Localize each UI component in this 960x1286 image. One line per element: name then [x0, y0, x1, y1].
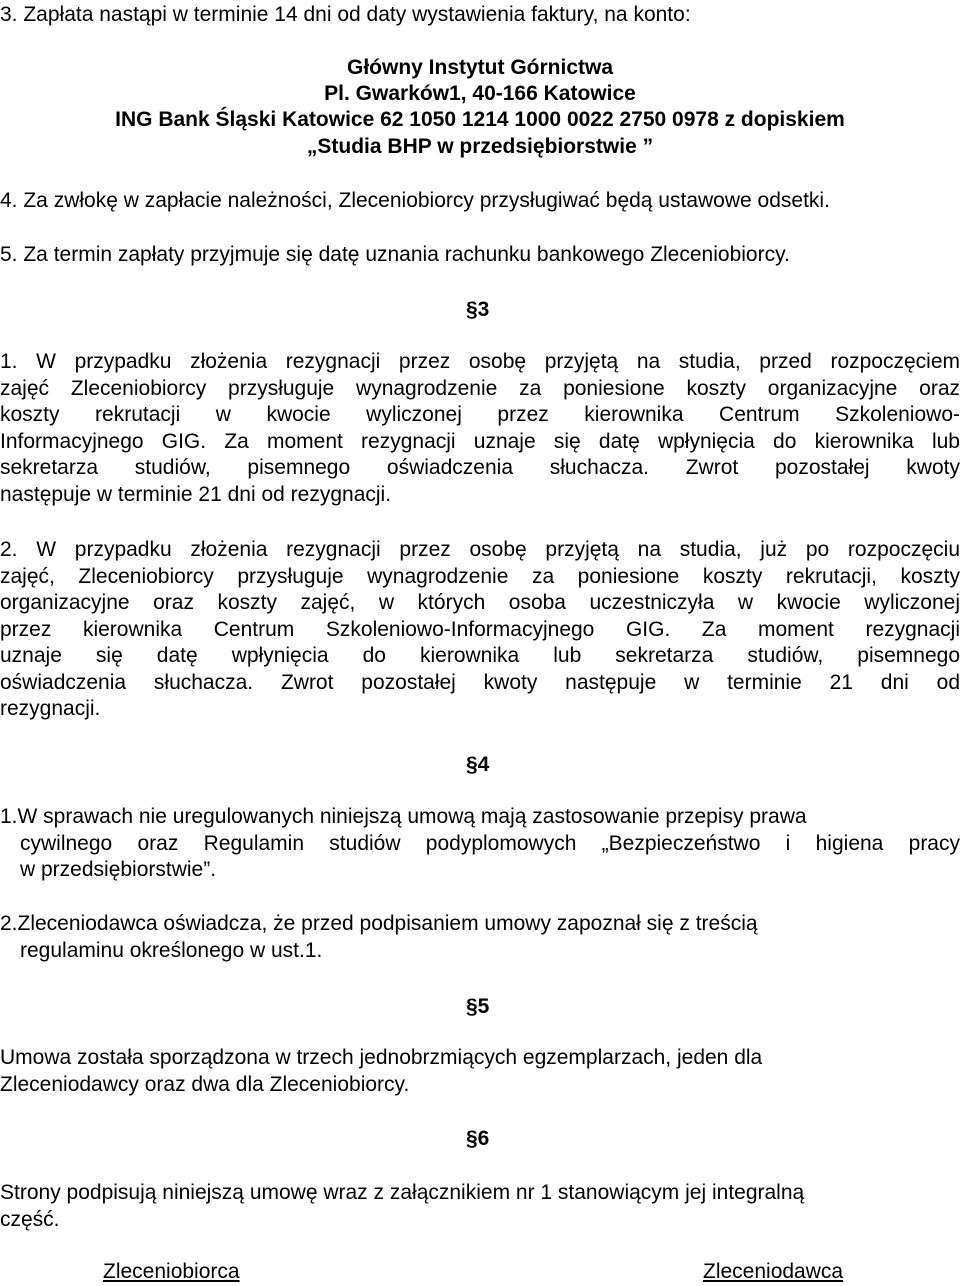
section-5-heading: §5: [466, 995, 490, 1018]
paragraph-line: Strony podpisują niniejszą umowę wraz z załącznikiem nr 1 stanowiącym jej integralną: [0, 1181, 805, 1204]
signature-zleceniobiorca: Zleceniobiorca: [103, 1260, 240, 1283]
section-4-heading: §4: [466, 753, 490, 776]
paragraph-line: regulaminu określonego w ust.1.: [20, 938, 323, 962]
paragraph-line: 1. W przypadku złożenia rezygnacji przez osobę przyjętą na studia, przed rozpoczęciem: [0, 350, 960, 373]
signature-zleceniodawca: Zleceniodawca: [703, 1260, 844, 1283]
paragraph-line: sekretarza studiów, pisemnego oświadczenia słuchacza. Zwrot pozostałej kwoty: [0, 456, 960, 479]
paragraph-line: oświadczenia słuchacza. Zwrot pozostałej kwoty następuje w terminie 21 dni od: [0, 670, 960, 694]
paragraph-line: Informacyjnego GIG. Za moment rezygnacji uznaje się datę wpłynięcia do kierownika lub: [0, 429, 960, 453]
bank-address: Pl. Gwarków1, 40-166 Katowice: [324, 82, 636, 105]
paragraph-line: uznaje się datę wpłynięcia do kierownika lub sekretarza studiów, pisemnego: [0, 644, 960, 667]
paragraph-line: w przedsiębiorstwie”.: [20, 858, 217, 881]
bank-note: „Studia BHP w przedsiębiorstwie ”: [306, 135, 654, 158]
section-4-paragraph-1: [0, 804, 960, 884]
section-3-paragraph-2: [0, 537, 960, 723]
paragraph-line: cywilnego oraz Regulamin studiów podyplomowych „Bezpieczeństwo i higiena pracy: [20, 831, 960, 855]
paragraph-line: organizacyjne oraz koszty zajęć, w których osoba uczestniczyła w kwocie wyliczonej: [0, 591, 960, 614]
payment-item-4: 4. Za zwłokę w zapłacie należności, Zleceniobiorcy przysługiwać będą ustawowe odsetki.: [0, 189, 830, 212]
payment-item-5: 5. Za termin zapłaty przyjmuje się datę uznania rachunku bankowego Zleceniobiorcy.: [0, 243, 790, 266]
paragraph-line: następuje w terminie 21 dni od rezygnacji.: [0, 482, 392, 506]
paragraph-line: rezygnacji.: [0, 697, 101, 720]
bank-name: Główny Instytut Górnictwa: [346, 56, 614, 79]
bank-account: ING Bank Śląski Katowice 62 1050 1214 1000 0022 2750 0978 z dopiskiem: [115, 108, 845, 131]
section-6-paragraph: [0, 1180, 960, 1233]
paragraph-line: Umowa została sporządzona w trzech jednobrzmiących egzemplarzach, jeden dla: [0, 1046, 763, 1069]
payment-item-3: 3. Zapłata nastąpi w terminie 14 dni od daty wystawienia faktury, na konto:: [0, 3, 691, 26]
paragraph-line: część.: [0, 1207, 60, 1231]
paragraph-line: Zleceniodawcy oraz dwa dla Zleceniobiorcy.: [0, 1072, 410, 1096]
paragraph-line: 2. W przypadku złożenia rezygnacji przez osobę przyjętą na studia, już po rozpoczęciu: [0, 538, 960, 561]
section-5-paragraph: [0, 1045, 960, 1098]
paragraph-line: zajęć, Zleceniobiorcy przysługuje wynagrodzenie za poniesione koszty rekrutacji, koszty: [0, 564, 960, 588]
section-6-heading: §6: [466, 1127, 490, 1150]
paragraph-line: przez kierownika Centrum Szkoleniowo-Informacyjnego GIG. Za moment rezygnacji: [0, 617, 960, 641]
paragraph-line: 1.W sprawach nie uregulowanych niniejszą umową mają zastosowanie przepisy prawa: [0, 805, 807, 828]
paragraph-line: 2.Zleceniodawca oświadcza, że przed podpisaniem umowy zapoznał się z treścią: [0, 912, 758, 935]
section-3-paragraph-1: [0, 349, 960, 508]
section-3-heading: §3: [466, 298, 490, 321]
section-4-paragraph-2: [0, 911, 960, 964]
paragraph-line: koszty rekrutacji w kwocie wyliczonej przez kierownika Centrum Szkoleniowo-: [0, 403, 960, 426]
paragraph-line: zajęć Zleceniobiorcy przysługuje wynagrodzenie za poniesione koszty organizacyjne oraz: [0, 376, 960, 400]
